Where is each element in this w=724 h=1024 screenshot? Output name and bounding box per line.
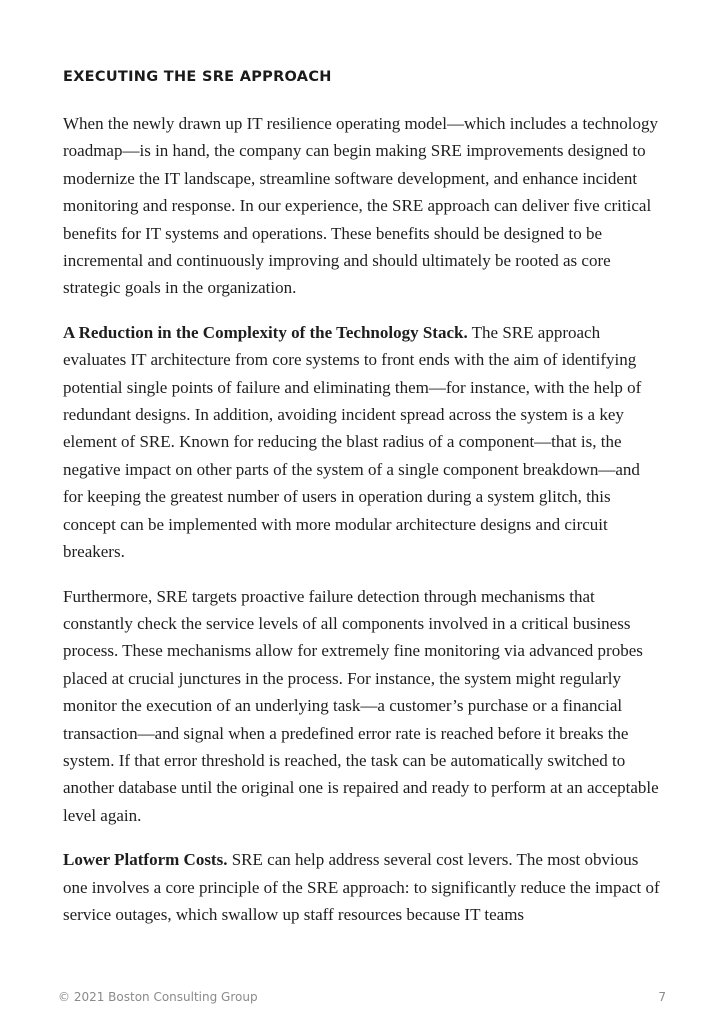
paragraph-intro-text: When the newly drawn up IT resilience operating model—which includes a technology roadmap—is in hand, the company can begin making SRE improvements designed to modernize the IT landscape, streamline software development, and enhance incident monitoring and response. In our experience, the SRE approach can deliver five critical benefits for IT systems and operations. These benefits should be designed to be incremental and continuously improving and should ultimately be rooted as core strategic goals in the organization.	[63, 114, 658, 298]
paragraph-intro	[63, 110, 663, 302]
paragraph-failure-detection-text: Furthermore, SRE targets proactive failure detection through mechanisms that constantly check the service levels of all components involved in a critical business process. These mechanisms allow for extremely fine monitoring via advanced probes placed at crucial junctures in the process. For instance, the system might regularly monitor the execution of an underlying task—a customer’s purchase or a financial transaction—and signal when a predefined error rate is reached before it breaks the system. If that error threshold is reached, the task can be automatically switched to another database until the original one is repaired and ready to perform at an acceptable level again.	[63, 586, 659, 825]
paragraph-platform-costs-lead: Lower Platform Costs.	[63, 850, 228, 870]
paragraph-platform-costs-text: SRE can help address several cost levers. The most obvious one involves a core principle of the SRE approach: to significantly reduce the impact of service outages, which swallow up staff resources because IT teams	[63, 850, 660, 924]
section-heading: EXECUTING THE SRE APPROACH	[63, 69, 332, 85]
paragraph-complexity	[63, 319, 663, 566]
page-number: 7	[658, 990, 666, 1004]
paragraph-complexity-lead: A Reduction in the Complexity of the Technology Stack.	[63, 322, 468, 342]
paragraph-failure-detection	[63, 583, 663, 830]
paragraph-platform-costs	[63, 846, 663, 928]
footer-copyright: © 2021 Boston Consulting Group	[58, 990, 258, 1004]
paragraph-complexity-text: The SRE approach evaluates IT architecture from core systems to front ends with the aim of identifying potential single points of failure and eliminating them—for instance, with the help of redundant designs. In addition, avoiding incident spread across the system is a key element of SRE. Known for reducing the blast radius of a component—that is, the negative impact on other parts of the system of a single component breakdown—and for keeping the greatest number of users in operation during a system glitch, this concept can be implemented with more modular architecture designs and circuit breakers.	[63, 322, 642, 562]
body-text	[63, 110, 663, 945]
